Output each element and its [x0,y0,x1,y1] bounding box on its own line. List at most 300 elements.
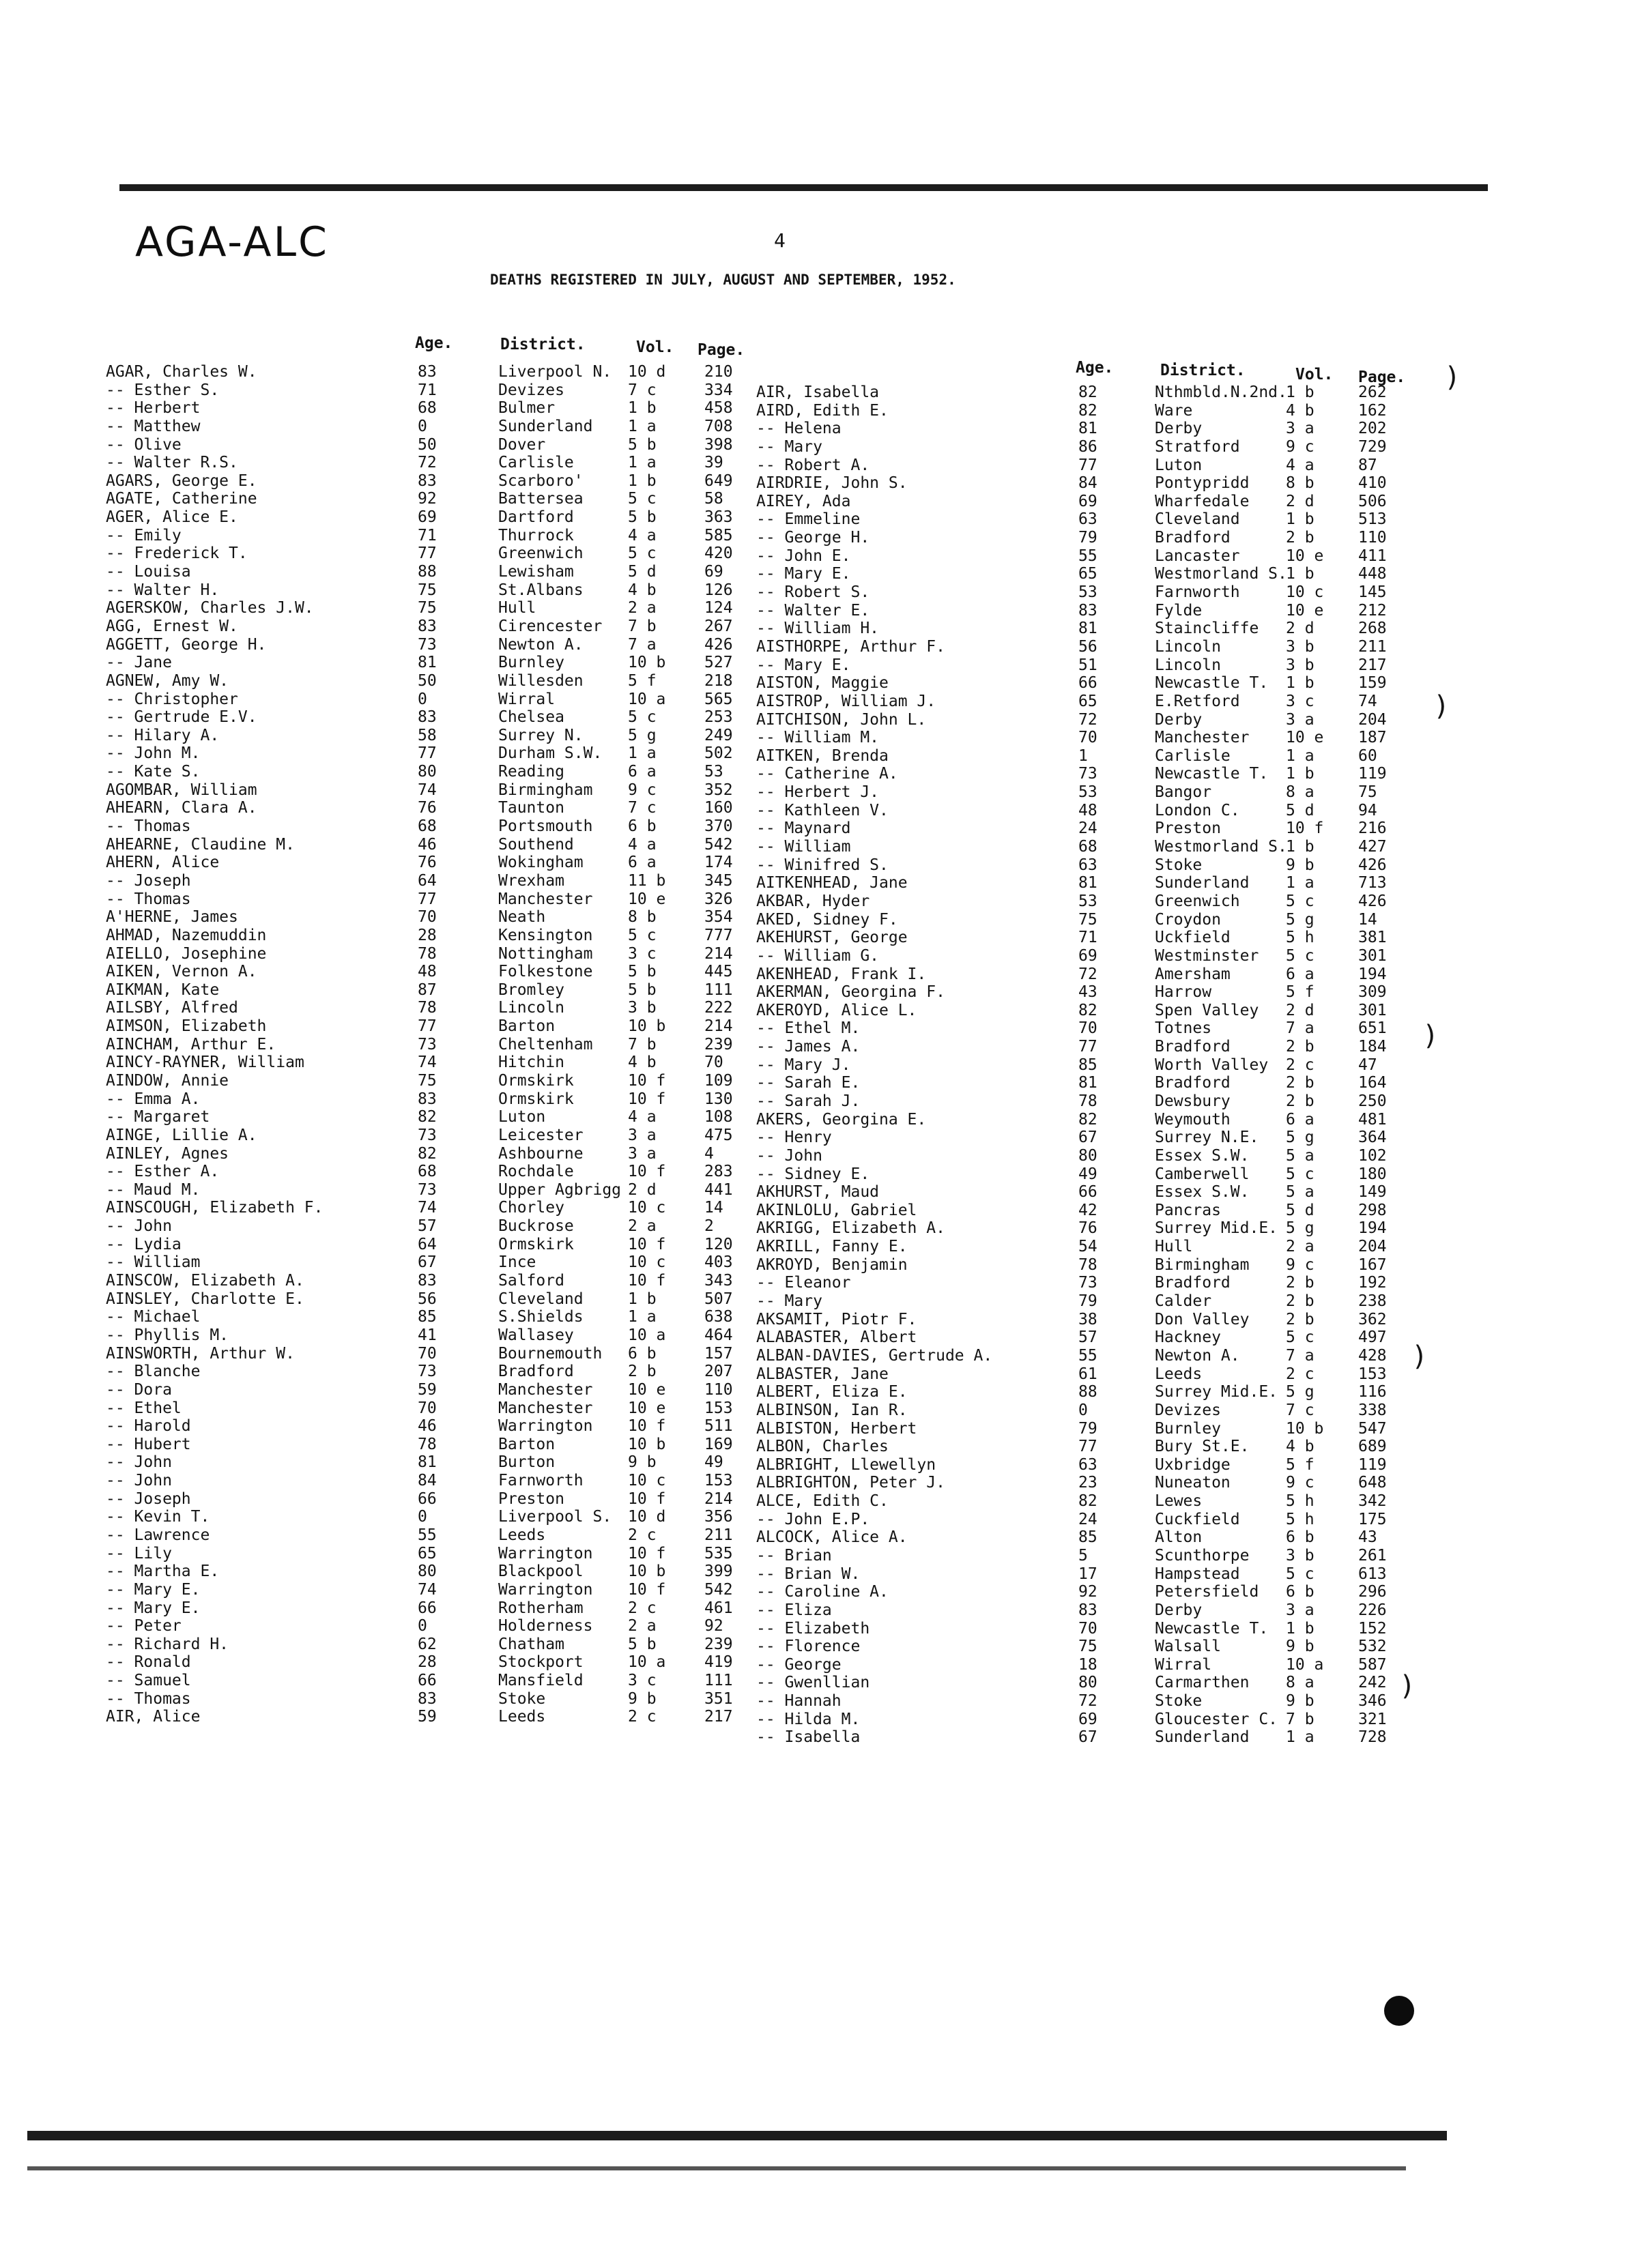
entry-district: Bradford [1155,1038,1231,1056]
entry-page: 119 [1358,1455,1387,1474]
entry-name: -- Elizabeth [756,1619,870,1638]
entry-page: 448 [1358,565,1387,583]
entry-district: Liverpool N. [498,363,612,381]
entry-vol: 10 c [628,1253,666,1272]
entry-age: 77 [1078,1038,1097,1056]
entry-vol: 10 d [628,363,666,381]
entry-name: -- Joseph [106,1489,191,1508]
entry-age: 48 [418,963,437,981]
entry-page: 321 [1358,1710,1387,1728]
entry-district: Bradford [1155,1274,1231,1292]
entry-district: Hull [1155,1238,1193,1256]
entry-vol: 9 b [1286,1638,1314,1656]
entry-district: Barton [498,1435,556,1453]
entry-vol: 2 b [628,1363,657,1381]
entry-page: 464 [704,1326,733,1344]
entry-page: 296 [1358,1583,1387,1601]
entry-name: AITKEN, Brenda [756,746,889,765]
entry-name: -- William [106,1253,201,1272]
entry-age: 66 [418,1489,437,1508]
entry-page: 152 [1358,1619,1387,1638]
entry-page: 162 [1358,401,1387,420]
entry-page: 262 [1358,383,1387,401]
entry-district: Ormskirk [498,1235,574,1253]
entry-age: 70 [418,1344,437,1363]
entry-vol: 5 f [628,671,657,690]
entry-page: 441 [704,1180,733,1199]
entry-name: AINSWORTH, Arthur W. [106,1344,295,1363]
entry-district: Manchester [1155,729,1250,747]
entry-age: 70 [418,1399,437,1417]
right-vol-header: Vol. [1295,366,1334,383]
entry-vol: 8 a [1286,1674,1314,1692]
entry-age: 80 [1078,1674,1097,1692]
entry-district: Bournemouth [498,1344,603,1363]
entry-district: Don Valley [1155,1310,1250,1328]
entry-district: Greenwich [498,544,584,563]
entry-age: 81 [418,1453,437,1472]
entry-age: 66 [418,1599,437,1617]
entry-vol: 2 d [1286,492,1314,510]
entry-vol: 2 b [1286,1274,1314,1292]
entry-age: 69 [1078,1710,1097,1728]
entry-name: -- Blanche [106,1363,201,1381]
entry-vol: 7 b [1286,1710,1314,1728]
entry-age: 85 [1078,1528,1097,1547]
entry-district: Barton [498,1017,556,1036]
entry-age: 0 [418,1617,427,1635]
entry-vol: 1 a [628,417,657,435]
entry-name: AGATE, Catherine [106,490,257,508]
entry-page: 214 [704,1489,733,1508]
page-number: 4 [774,229,786,252]
entry-name: -- Mary [756,437,822,456]
entry-age: 28 [418,926,437,944]
entry-district: Bangor [1155,783,1212,802]
entry-district: Surrey Mid.E. [1155,1219,1278,1238]
entry-page: 298 [1358,1201,1387,1219]
entry-vol: 10 b [628,654,666,672]
entry-vol: 3 c [628,944,657,963]
entry-vol: 4 b [1286,401,1314,420]
entry-page: 261 [1358,1547,1387,1565]
entry-name: AINDOW, Annie [106,1071,229,1090]
entry-page: 426 [1358,892,1387,910]
entry-name: AGARS, George E. [106,471,257,490]
entry-age: 5 [1078,1547,1088,1565]
entry-page: 426 [704,635,733,654]
entry-page: 475 [704,1126,733,1144]
entry-name: -- Phyllis M. [106,1326,229,1344]
left-page-header: Page. [698,341,745,359]
entry-district: Newton A. [1155,1346,1240,1365]
entry-page: 345 [704,871,733,890]
entry-age: 80 [1078,1146,1097,1165]
entry-age: 18 [1078,1655,1097,1674]
entry-age: 81 [1078,874,1097,892]
entry-district: Chorley [498,1199,564,1217]
entry-age: 28 [418,1653,437,1672]
entry-district: Lewes [1155,1492,1203,1511]
entry-name: -- Florence [756,1638,861,1656]
entry-age: 69 [1078,946,1097,965]
entry-page: 214 [704,1017,733,1036]
entry-age: 87 [418,980,437,999]
entry-district: Calder [1155,1292,1212,1311]
entry-page: 527 [704,654,733,672]
entry-age: 68 [1078,838,1097,856]
entry-vol: 5 a [1286,1183,1314,1202]
entry-name: -- Herbert [106,399,201,418]
entry-page: 207 [704,1363,733,1381]
entry-age: 17 [1078,1565,1097,1583]
entry-age: 49 [1078,1165,1097,1183]
entry-name: -- Michael [106,1308,201,1326]
left-district-header: District. [500,336,586,353]
scan-top-edge [119,184,1488,191]
entry-vol: 4 a [628,1108,657,1126]
entry-age: 55 [418,1526,437,1544]
entry-page: 542 [704,1580,733,1599]
entry-name: AHMAD, Nazemuddin [106,926,267,944]
entry-page: 169 [704,1435,733,1453]
entry-vol: 5 d [1286,1201,1314,1219]
margin-bracket-mark: ) [1399,1670,1416,1702]
entry-district: Pancras [1155,1201,1221,1219]
entry-page: 53 [704,763,723,781]
entry-vol: 4 a [628,835,657,854]
entry-vol: 5 g [628,726,657,744]
entry-page: 638 [704,1308,733,1326]
entry-age: 73 [418,1126,437,1144]
entry-district: Surrey N. [498,726,584,744]
entry-age: 66 [1078,674,1097,693]
entry-vol: 3 b [628,999,657,1017]
entry-district: Newcastle T. [1155,674,1269,693]
entry-name: -- George [756,1655,842,1674]
entry-age: 79 [1078,1292,1097,1311]
entry-name: -- Kathleen V. [756,801,889,819]
entry-age: 83 [418,1689,437,1708]
entry-vol: 1 a [628,744,657,763]
entry-name: -- John [106,1472,172,1490]
entry-page: 535 [704,1544,733,1562]
entry-vol: 10 f [628,1163,666,1181]
entry-district: Cuckfield [1155,1510,1240,1528]
entry-age: 78 [1078,1255,1097,1274]
entry-vol: 2 c [628,1526,657,1544]
entry-age: 71 [1078,929,1097,947]
entry-district: Chatham [498,1635,564,1653]
entry-name: -- Thomas [106,890,191,908]
entry-age: 50 [418,671,437,690]
entry-page: 502 [704,744,733,763]
entry-page: 92 [704,1617,723,1635]
entry-page: 398 [704,435,733,454]
entry-vol: 5 c [628,708,657,727]
entry-page: 184 [1358,1038,1387,1056]
entry-district: Wharfedale [1155,492,1250,510]
entry-vol: 10 f [628,1272,666,1290]
entry-page: 338 [1358,1401,1387,1419]
entry-district: Warrington [498,1580,593,1599]
entry-district: Warrington [498,1544,593,1562]
entry-vol: 3 a [628,1126,657,1144]
entry-district: Nthmbld.N.2nd. [1155,383,1287,401]
entry-name: AKEHURST, George [756,929,908,947]
entry-age: 78 [1078,1092,1097,1110]
entry-vol: 2 b [1286,1292,1314,1311]
entry-name: AKERS, Georgina E. [756,1110,927,1129]
entry-district: Wallasey [498,1326,574,1344]
entry-age: 64 [418,871,437,890]
entry-page: 481 [1358,1110,1387,1129]
entry-vol: 6 a [628,854,657,872]
entry-district: Durham S.W. [498,744,603,763]
entry-vol: 3 c [1286,692,1314,710]
entry-vol: 6 b [628,1344,657,1363]
entry-page: 167 [1358,1255,1387,1274]
entry-age: 57 [1078,1328,1097,1347]
entry-district: Birmingham [498,781,593,799]
entry-district: Carlisle [498,454,574,472]
entry-district: Weymouth [1155,1110,1231,1129]
entry-district: Greenwich [1155,892,1240,910]
entry-vol: 10 f [628,1489,666,1508]
entry-name: -- John E. [756,547,851,565]
entry-age: 78 [418,944,437,963]
entry-name: -- Mary E. [106,1580,201,1599]
entry-name: -- Emmeline [756,510,861,529]
entry-name: -- James A. [756,1038,861,1056]
entry-age: 71 [418,526,437,544]
entry-page: 497 [1358,1328,1387,1347]
entry-page: 58 [704,490,723,508]
entry-district: Dewsbury [1155,1092,1231,1110]
entry-name: AITKENHEAD, Jane [756,874,908,892]
entry-vol: 1 a [1286,1728,1314,1747]
entry-district: Luton [498,1108,546,1126]
page-heading: DEATHS REGISTERED IN JULY, AUGUST AND SEPTEMBER, 1952. [490,272,956,288]
entry-district: Rotherham [498,1599,584,1617]
entry-vol: 9 b [1286,1692,1314,1711]
entry-vol: 10 f [628,1235,666,1253]
entry-age: 73 [1078,1274,1097,1292]
entry-name: AILSBY, Alfred [106,999,238,1017]
entry-page: 75 [1358,783,1377,802]
entry-page: 428 [1358,1346,1387,1365]
entry-name: ALBON, Charles [756,1438,889,1456]
entry-age: 62 [418,1635,437,1653]
entry-vol: 1 b [1286,765,1314,783]
entry-vol: 7 b [628,1035,657,1053]
entry-page: 364 [1358,1129,1387,1147]
entry-vol: 2 a [628,1217,657,1236]
entry-age: 71 [418,381,437,399]
entry-page: 346 [1358,1692,1387,1711]
entry-district: Carlisle [1155,746,1231,765]
entry-age: 41 [418,1326,437,1344]
entry-name: AGAR, Charles W. [106,363,257,381]
entry-name: -- Brian W. [756,1565,861,1583]
left-vol-header: Vol. [636,338,674,356]
entry-page: 192 [1358,1274,1387,1292]
entry-district: Southend [498,835,574,854]
entry-vol: 7 a [628,635,657,654]
entry-age: 59 [418,1708,437,1726]
entry-name: ALBRIGHT, Llewellyn [756,1455,936,1474]
entry-district: Mansfield [498,1672,584,1690]
entry-age: 82 [1078,383,1097,401]
entry-age: 65 [1078,692,1097,710]
entry-page: 94 [1358,801,1377,819]
entry-page: 164 [1358,1074,1387,1092]
entry-name: -- Samuel [106,1672,191,1690]
entry-page: 326 [704,890,733,908]
entry-page: 343 [704,1272,733,1290]
entry-name: AIKMAN, Kate [106,980,220,999]
entry-age: 83 [418,708,437,727]
entry-district: Wokingham [498,854,584,872]
entry-name: -- Hilary A. [106,726,220,744]
entry-name: AGERSKOW, Charles J.W. [106,599,314,617]
entry-vol: 3 b [1286,656,1314,674]
entry-district: Buckrose [498,1217,574,1236]
entry-district: Ashbourne [498,1144,584,1163]
entry-name: -- Lily [106,1544,172,1562]
entry-name: AGOMBAR, William [106,781,257,799]
entry-name: -- Matthew [106,417,201,435]
entry-district: Burton [498,1453,556,1472]
entry-district: Westmorland S. [1155,838,1287,856]
entry-vol: 10 c [628,1472,666,1490]
entry-page: 777 [704,926,733,944]
entry-district: Stratford [1155,437,1240,456]
entry-district: Birmingham [1155,1255,1250,1274]
entry-vol: 10 c [628,1199,666,1217]
entry-vol: 7 b [628,617,657,635]
entry-district: Derby [1155,420,1203,438]
entry-age: 46 [418,1417,437,1436]
entry-district: Stoke [1155,1692,1203,1711]
entry-age: 83 [418,363,437,381]
entry-name: -- Sidney E. [756,1165,870,1183]
entry-name: AIKEN, Vernon A. [106,963,257,981]
entry-district: Bury St.E. [1155,1438,1250,1456]
entry-vol: 3 a [628,1144,657,1163]
entry-vol: 4 b [628,581,657,599]
entry-vol: 1 b [628,471,657,490]
entry-vol: 5 b [628,1635,657,1653]
entry-vol: 5 g [1286,1383,1314,1401]
entry-vol: 2 b [1286,1310,1314,1328]
entry-age: 50 [418,435,437,454]
entry-district: Dartford [498,508,574,527]
entry-age: 72 [1078,1692,1097,1711]
entry-name: -- Eleanor [756,1274,851,1292]
entry-name: AKED, Sidney F. [756,910,898,929]
entry-age: 77 [418,544,437,563]
entry-name: AKSAMIT, Piotr F. [756,1310,917,1328]
entry-page: 212 [1358,601,1387,620]
entry-name: -- Margaret [106,1108,210,1126]
entry-name: AIR, Isabella [756,383,880,401]
entry-vol: 1 b [1286,510,1314,529]
entry-name: -- Maud M. [106,1180,201,1199]
entry-vol: 10 e [628,890,666,908]
entry-vol: 4 b [628,1053,657,1072]
entry-page: 283 [704,1163,733,1181]
entry-name: -- Lydia [106,1235,182,1253]
entry-page: 352 [704,781,733,799]
entry-name: -- Robert S. [756,583,870,602]
entry-name: AINCHAM, Arthur E. [106,1035,276,1053]
entry-age: 70 [418,908,437,927]
entry-age: 67 [418,1253,437,1272]
entry-district: Lincoln [498,999,564,1017]
entry-district: Totnes [1155,1019,1212,1038]
entry-name: AKINLOLU, Gabriel [756,1201,917,1219]
entry-district: Wrexham [498,871,564,890]
entry-vol: 3 b [1286,637,1314,656]
entry-page: 420 [704,544,733,563]
entry-district: Carmarthen [1155,1674,1250,1692]
entry-age: 73 [418,635,437,654]
entry-age: 75 [418,1071,437,1090]
entry-name: -- Emma A. [106,1090,201,1108]
entry-district: Essex S.W. [1155,1146,1250,1165]
entry-page: 149 [1358,1183,1387,1202]
entry-vol: 5 c [628,926,657,944]
entry-name: AGG, Ernest W. [106,617,238,635]
entry-age: 79 [1078,1419,1097,1438]
entry-name: -- Mary E. [756,565,851,583]
entry-vol: 6 b [1286,1583,1314,1601]
entry-district: Battersea [498,490,584,508]
entry-age: 43 [1078,983,1097,1002]
entry-vol: 2 b [1286,1092,1314,1110]
entry-page: 160 [704,799,733,817]
entry-district: Walsall [1155,1638,1221,1656]
entry-district: Lincoln [1155,637,1221,656]
entry-age: 46 [418,835,437,854]
entry-district: Ince [498,1253,536,1272]
entry-vol: 5 c [628,490,657,508]
entry-age: 67 [1078,1129,1097,1147]
entry-vol: 6 a [1286,1110,1314,1129]
scan-bottom-shadow [27,2166,1406,2170]
entry-page: 102 [1358,1146,1387,1165]
entry-district: Cirencester [498,617,603,635]
entry-vol: 4 a [1286,456,1314,474]
entry-page: 216 [1358,819,1387,838]
entry-age: 77 [1078,456,1097,474]
entry-district: Folkestone [498,963,593,981]
entry-age: 74 [418,1580,437,1599]
entry-name: -- Mary E. [756,656,851,674]
entry-name: -- Maynard [756,819,851,838]
entry-page: 108 [704,1108,733,1126]
entry-name: AGER, Alice E. [106,508,238,527]
entry-vol: 3 c [628,1672,657,1690]
entry-page: 153 [704,1399,733,1417]
entry-district: Uxbridge [1155,1455,1231,1474]
entry-district: Cleveland [1155,510,1240,529]
entry-page: 202 [1358,420,1387,438]
entry-name: AIMSON, Elizabeth [106,1017,267,1036]
entry-name: AKERMAN, Georgina F. [756,983,945,1002]
entry-vol: 9 c [1286,437,1314,456]
